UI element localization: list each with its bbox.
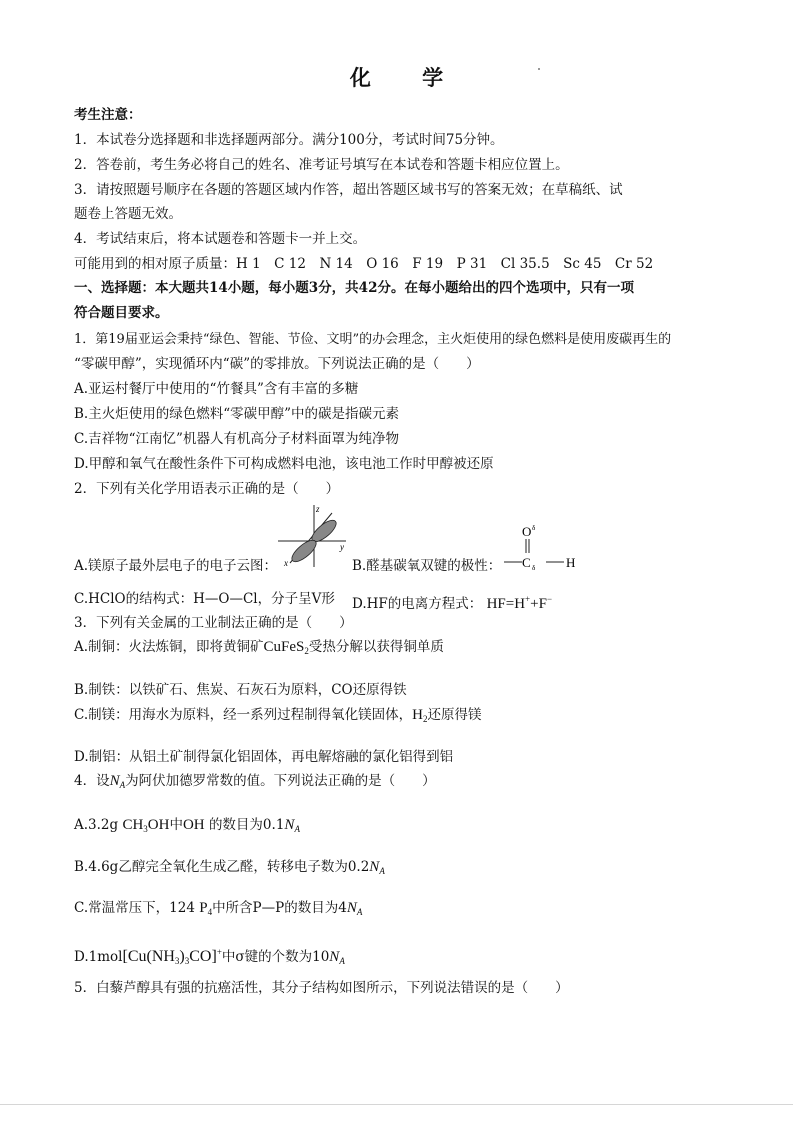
notice-item-3: 3．请按照题号顺序在各题的答题区域内作答，超出答题区域书写的答案无效；在草稿纸、试 [74, 182, 623, 198]
axis-z-label: z [316, 504, 320, 514]
q2-option-c: C.HClO的结构式：H—O—Cl，分子呈V形 [74, 591, 335, 607]
q2-option-d [352, 590, 552, 613]
notice-item-1: 1．本试卷分选择题和非选择题两部分。满分100分，考试时间75分钟。 [74, 132, 504, 148]
hydroxyl-formula: OH [182, 817, 205, 833]
q1-stem-2: “零碳甲醇”，实现循环内“碳”的零排放。下列说法正确的是（ ） [74, 356, 480, 372]
section-heading-line2: 符合题目要求。 [74, 305, 169, 321]
carbon-label: C [522, 555, 531, 570]
white-phosphorus-formula: $P_4$ [199, 900, 213, 917]
chalcopyrite-formula: CuFeS$_2$ [263, 639, 309, 656]
q1-option-b: B.主火炬使用的绿色燃料“零碳甲醇”中的碳是指碳元素 [74, 406, 400, 422]
q4-option-b: B.4.6g乙醇完全氧化生成乙醛，转移电子数为$0.2N_A$ [74, 859, 385, 876]
methanol-formula: $CH_3OH$ [122, 817, 170, 834]
q3-option-a: A.制铜：火法炼铜，即将黄铜矿CuFeS$_2$受热分解以获得铜单质 [74, 639, 444, 656]
q1-stem-1: 1．第19届亚运会秉持“绿色、智能、节俭、文明”的办会理念，主火炬使用的绿色燃料是使用废碳再生的 [74, 332, 672, 347]
delta-minus: δ [532, 524, 536, 532]
q4-option-d: $D.1mol[Cu(NH_3)_3CO]^+$中σ键的个数为$10N_A$ [74, 947, 345, 966]
copper-complex-formula: $[Cu(NH_3)_3CO]^+$ [122, 947, 222, 966]
q3-option-c: C.制镁：用海水为原料，经一系列过程制得氧化镁固体，$H_2$还原得镁 [74, 707, 482, 724]
p-orbital-diagram [270, 503, 350, 569]
q5-stem: 5．白藜芦醇具有强的抗癌活性，其分子结构如图所示，下列说法错误的是（ ） [74, 980, 569, 996]
section-heading-line1: 一、选择题：本大题共14小题，每小题3分，共42分。在每小题给出的四个选项中，只有一项 [74, 280, 634, 296]
notice-item-4: 4．考试结束后，将本试题卷和答题卡一并上交。 [74, 231, 367, 247]
delta-plus: δ [532, 564, 536, 572]
hydrogen-formula: $H_2$ [412, 707, 428, 724]
page-title: 化 学 [349, 65, 466, 90]
axis-y-label: y [340, 542, 344, 552]
axis-x-label: x [284, 558, 288, 568]
notice-item-3-cont: 题卷上答题无效。 [74, 206, 182, 222]
q2-option-a: A.镁原子最外层电子的电子云图： [74, 558, 278, 574]
q4-option-c: C.常温常压下，124 $P_4$中所含P—P的数目为$4N_A$ [74, 900, 363, 917]
atomic-masses: 可能用到的相对原子质量：H 1 C 12 N 14 O 16 F 19 P 31 Cl 35.5 Sc 45 Cr 52 [74, 256, 654, 272]
notice-heading: 考生注意： [74, 107, 142, 123]
q1-option-c: C.吉祥物“江南忆”机器人有机高分子材料面罩为纯净物 [74, 431, 399, 447]
q1-option-d: D.甲醇和氧气在酸性条件下可构成燃料电池，该电池工作时甲醇被还原 [74, 456, 494, 472]
q3-stem: 3．下列有关金属的工业制法正确的是（ ） [74, 615, 353, 631]
hf-ionization-formula: HF=H++F− [486, 594, 553, 612]
q4-option-a: A.3.2g $CH_3OH$中OH 的数目为$0.1N_A$ [74, 817, 300, 834]
q1-option-a: A.亚运村餐厅中使用的“竹餐具”含有丰富的多糖 [74, 381, 359, 397]
page-bottom-rule [0, 1104, 793, 1105]
notice-item-2: 2．答卷前，考生务必将自己的姓名、准考证号填写在本试卷和答题卡相应位置上。 [74, 157, 569, 173]
q2-option-d-text: D.HF的电离方程式： [352, 596, 483, 612]
carbonyl-polarity-diagram [502, 522, 584, 572]
oxygen-label: O [522, 524, 532, 539]
q2-option-b: B.醛基碳氧双键的极性： [352, 558, 502, 574]
q4-stem: 4．设$N_A$为阿伏加德罗常数的值。下列说法正确的是（ ） [74, 773, 436, 790]
q2-stem: 2．下列有关化学用语表示正确的是（ ） [74, 481, 340, 497]
q3-option-b: B.制铁：以铁矿石、焦炭、石灰石为原料，CO还原得铁 [74, 682, 407, 698]
q3-option-d: D.制铝：从铝土矿制得氯化铝固体，再电解熔融的氯化铝得到铝 [74, 749, 454, 765]
hydrogen-label: H [566, 555, 576, 570]
avogadro-symbol: $N_A$ [109, 773, 126, 790]
